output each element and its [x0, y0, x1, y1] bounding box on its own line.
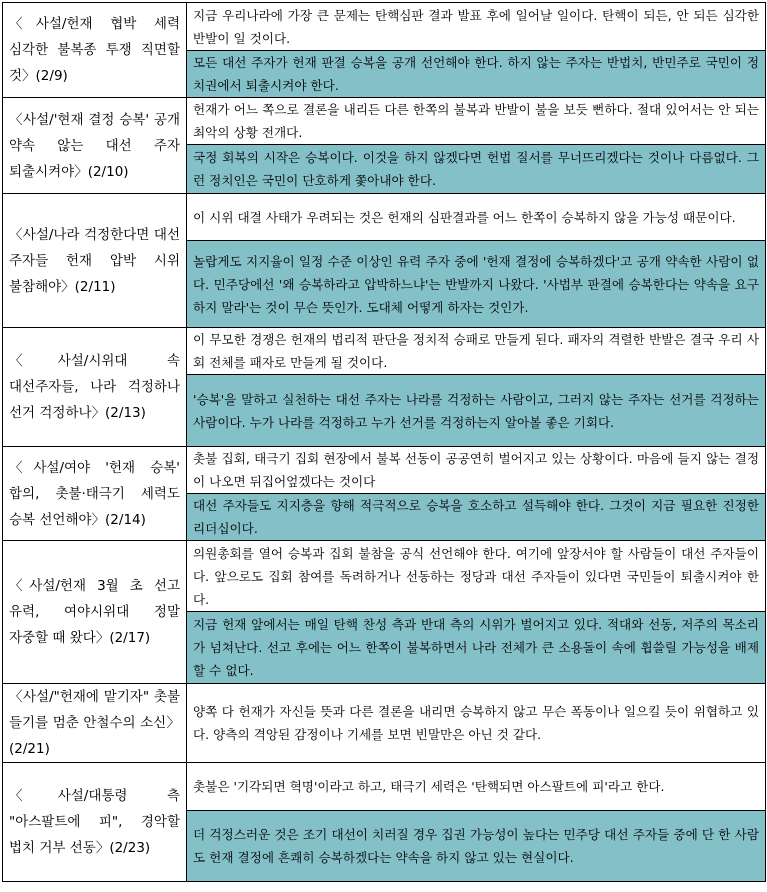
- table-row: [3, 763, 766, 811]
- quote-cell: 지금 우리나라에 가장 큰 문제는 탄핵심판 결과 발표 후에 일어날 일이다. 탄핵이 되든, 안 되든 심각한 반발이 일 것이다.: [187, 3, 766, 51]
- editorial-title-cell: 〈사설/시위대 속 대선주자들, 나라 걱정하나 선거 걱정하나〉(2/13): [3, 328, 187, 447]
- table-row: [3, 98, 766, 145]
- highlighted-quote-cell: 놀랍게도 지지율이 일정 수준 이상인 유력 주자 중에 '헌재 결정에 승복하겠다'고 공개 약속한 사람이 없다. 민주당에선 '왜 승복하라고 압박하느냐'는 반발까지 나왔다. '사법부 판결에 승복한다는 약속을 요구하지 말라'는 것이 무슨 뜻인가. 도대체 어떻게 하자는 것인가.: [187, 241, 766, 328]
- quote-cell: 촛불 집회, 태극기 집회 현장에서 불복 선동이 공공연히 벌어지고 있는 상황이다. 마음에 들지 않는 결정이 나오면 뒤집어엎겠다는 것이다: [187, 447, 766, 494]
- quote-cell: 촛불은 '기각되면 혁명'이라고 하고, 태극기 세력은 '탄핵되면 아스팔트에 피'라고 한다.: [187, 763, 766, 811]
- highlighted-quote-cell: 지금 헌재 앞에서는 매일 탄핵 찬성 측과 반대 측의 시위가 벌어지고 있다. 적대와 선동, 저주의 목소리가 넘쳐난다. 선고 후에는 어느 한쪽이 불복하면서 나라 전체가 큰 소용돌이 속에 휩쓸릴 가능성을 배제할 수 없다.: [187, 612, 766, 684]
- editorial-title-cell: 〈사설/여야 '헌재 승복' 합의, 촛불·태극기 세력도 승복 선언해야〉(2/14): [3, 447, 187, 541]
- editorial-title-cell: 〈사설/나라 걱정한다면 대선 주자들 헌재 압박 시위 불참해야〉(2/11): [3, 194, 187, 328]
- editorial-title-cell: 〈사설/"헌재에 맡기자" 촛불 들기를 멈춘 안철수의 소신〉(2/21): [3, 684, 187, 763]
- editorial-title-cell: 〈사설/대통령 측 "아스팔트에 피", 경악할 법치 거부 선동〉(2/23): [3, 763, 187, 882]
- table-row: [3, 3, 766, 51]
- table-row: [3, 541, 766, 612]
- quote-cell: 이 무모한 경쟁은 헌재의 법리적 판단을 정치적 승패로 만들게 된다. 패자의 격렬한 반발은 결국 우리 사회 전체를 패자로 만들게 될 것이다.: [187, 328, 766, 375]
- editorial-title-cell: 〈사설/헌재 3월 초 선고 유력, 여야시위대 정말 자중할 때 왔다〉(2/17): [3, 541, 187, 684]
- table-row: [3, 447, 766, 494]
- highlighted-quote-cell: '승복'을 말하고 실천하는 대선 주자는 나라를 걱정하는 사람이고, 그러지 않는 주자는 선거를 걱정하는 사람이다. 누가 나라를 걱정하고 누가 선거를 걱정하는지 알아볼 좋은 기회다.: [187, 375, 766, 447]
- highlighted-quote-cell: 더 걱정스러운 것은 조기 대선이 치러질 경우 집권 가능성이 높다는 민주당 대선 주자들 중에 단 한 사람도 헌재 결정에 흔쾌히 승복하겠다는 약속을 하지 않고 있는 현실이다.: [187, 811, 766, 882]
- quote-cell: 이 시위 대결 사태가 우려되는 것은 헌재의 심판결과를 어느 한쪽이 승복하지 않을 가능성 때문이다.: [187, 194, 766, 241]
- quote-cell: 양쪽 다 헌재가 자신들 뜻과 다른 결론을 내리면 승복하지 않고 무슨 폭동이나 일으킬 듯이 위협하고 있다. 양측의 격앙된 감정이나 기세를 보면 빈말만은 아닌 것 같다.: [187, 684, 766, 763]
- editorial-comparison-table: [2, 2, 766, 882]
- quote-cell: 의원총회를 열어 승복과 집회 불참을 공식 선언해야 한다. 여기에 앞장서야 할 사람들이 대선 주자들이다. 앞으로도 집회 참여를 독려하거나 선동하는 정당과 대선 주자들이 있다면 국민들이 퇴출시켜야 한다.: [187, 541, 766, 612]
- editorial-title-cell: 〈사설/'현재 결정 승복' 공개 약속 않는 대선 주자 퇴출시켜야〉(2/10): [3, 98, 187, 194]
- quote-cell: 헌재가 어느 쪽으로 결론을 내리든 다른 한쪽의 불복과 반발이 불을 보듯 뻔하다. 절대 있어서는 안 되는 최악의 상황 전개다.: [187, 98, 766, 145]
- highlighted-quote-cell: 국정 회복의 시작은 승복이다. 이것을 하지 않겠다면 헌법 질서를 무너뜨리겠다는 것이나 다름없다. 그런 정치인은 국민이 단호하게 쫓아내야 한다.: [187, 145, 766, 194]
- table-body: [3, 3, 766, 882]
- highlighted-quote-cell: 대선 주자들도 지지층을 향해 적극적으로 승복을 호소하고 설득해야 한다. 그것이 지금 필요한 진정한 리더십이다.: [187, 494, 766, 541]
- table-row: [3, 684, 766, 763]
- editorial-title-cell: 〈사설/헌재 협박 세력 심각한 불복종 투쟁 직면할 것〉(2/9): [3, 3, 187, 98]
- table-row: [3, 328, 766, 375]
- table-row: [3, 194, 766, 241]
- highlighted-quote-cell: 모든 대선 주자가 헌재 판결 승복을 공개 선언해야 한다. 하지 않는 주자는 반법치, 반민주로 국민이 정치권에서 퇴출시켜야 한다.: [187, 51, 766, 98]
